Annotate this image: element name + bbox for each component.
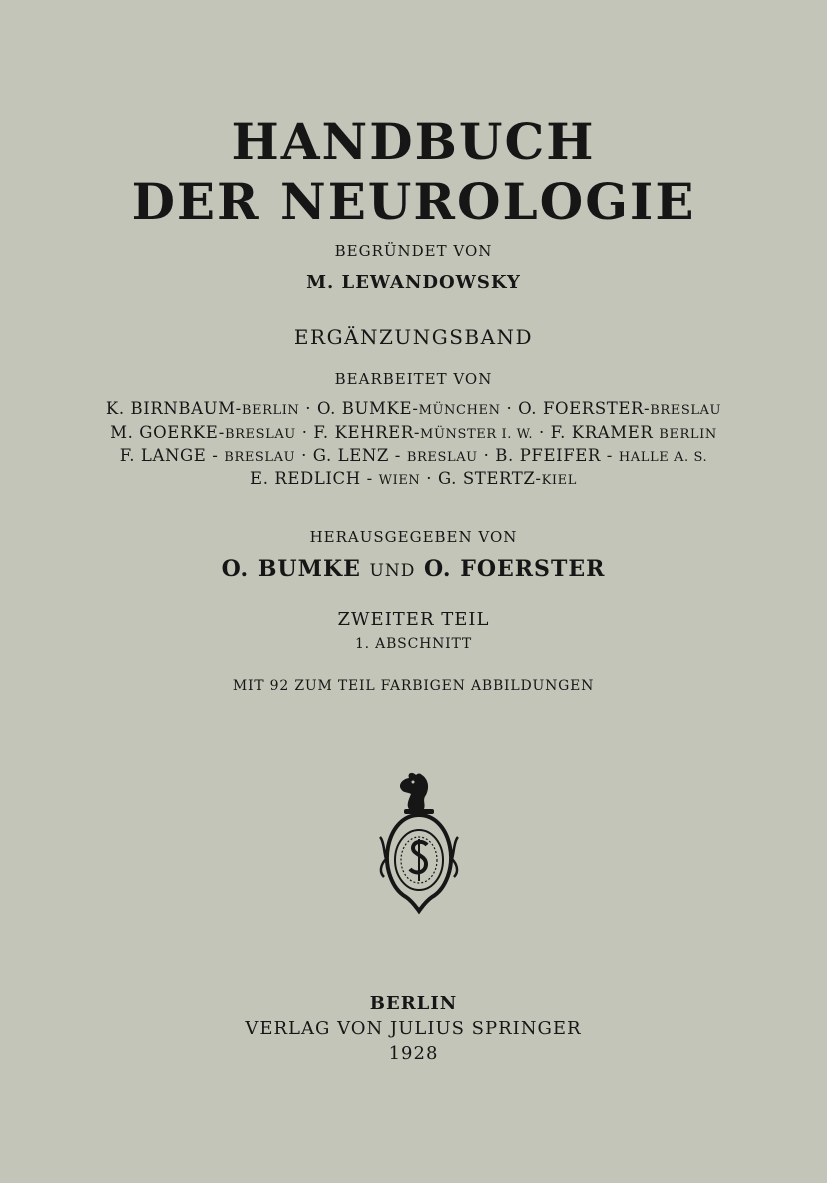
editor-conjunction: UND <box>369 561 416 581</box>
author-name: G. LENZ - <box>312 446 407 465</box>
author-separator: · <box>295 446 313 465</box>
author-name: O. BUMKE- <box>316 399 419 418</box>
illustrations-note: MIT 92 ZUM TEIL FARBIGEN ABBILDUNGEN <box>232 678 595 694</box>
published-by-label: HERAUSGEGEBEN VON <box>309 528 518 546</box>
author-name: B. PFEIFER - <box>495 446 619 465</box>
author-separator: · <box>477 446 496 465</box>
author-name: F. KEHRER- <box>313 423 421 442</box>
author-separator: · <box>295 423 314 442</box>
publisher-city: BERLIN <box>369 993 458 1014</box>
edited-by-label: BEARBEITET VON <box>334 370 493 388</box>
authors-line-4 <box>0 469 827 488</box>
title-line-2: DER NEUROLOGIE <box>131 172 696 231</box>
authors-line-2 <box>0 423 827 442</box>
title-line-1: HANDBUCH <box>231 112 596 171</box>
authors-line-3 <box>0 446 827 465</box>
author-name: E. REDLICH - <box>250 469 379 488</box>
publisher-name: VERLAG VON JULIUS SPRINGER <box>245 1018 582 1039</box>
author-separator: · <box>500 399 519 418</box>
author-name: M. GOERKE- <box>110 423 225 442</box>
author-name: F. KRAMER <box>550 423 660 442</box>
founder-name: M. LEWANDOWSKY <box>306 272 521 293</box>
section-title: 1. ABSCHNITT <box>354 636 473 652</box>
founded-by-label: BEGRÜNDET VON <box>334 242 493 260</box>
author-separator: · <box>533 423 551 442</box>
author-place: HALLE A. S. <box>618 450 708 465</box>
author-name: F. LANGE - <box>119 446 225 465</box>
part-title: ZWEITER TEIL <box>337 609 490 630</box>
author-separator: · <box>420 469 438 488</box>
author-name: K. BIRNBAUM- <box>105 399 242 418</box>
author-name: G. STERTZ- <box>437 469 542 488</box>
editor-name: O. FOERSTER <box>424 556 606 582</box>
author-place: WIEN <box>378 473 421 488</box>
author-place: BRESLAU <box>650 403 722 418</box>
editor-name: O. BUMKE <box>221 556 361 582</box>
author-place: BERLIN <box>241 403 300 418</box>
author-place: BRESLAU <box>224 427 296 442</box>
publisher-horse-emblem-logo <box>376 767 462 917</box>
author-place: BRESLAU <box>224 450 296 465</box>
author-place: MÜNSTER I. W. <box>420 427 534 442</box>
publication-year: 1928 <box>388 1043 439 1064</box>
authors-line-1 <box>0 399 827 418</box>
author-name: O. FOERSTER- <box>518 399 651 418</box>
supplement-title: ERGÄNZUNGSBAND <box>293 325 534 349</box>
editors-line <box>0 556 827 582</box>
author-separator: · <box>299 399 317 418</box>
author-place: KIEL <box>541 473 577 488</box>
author-place: MÜNCHEN <box>418 403 501 418</box>
author-place: BRESLAU <box>406 450 478 465</box>
author-place: BERLIN <box>659 427 717 442</box>
